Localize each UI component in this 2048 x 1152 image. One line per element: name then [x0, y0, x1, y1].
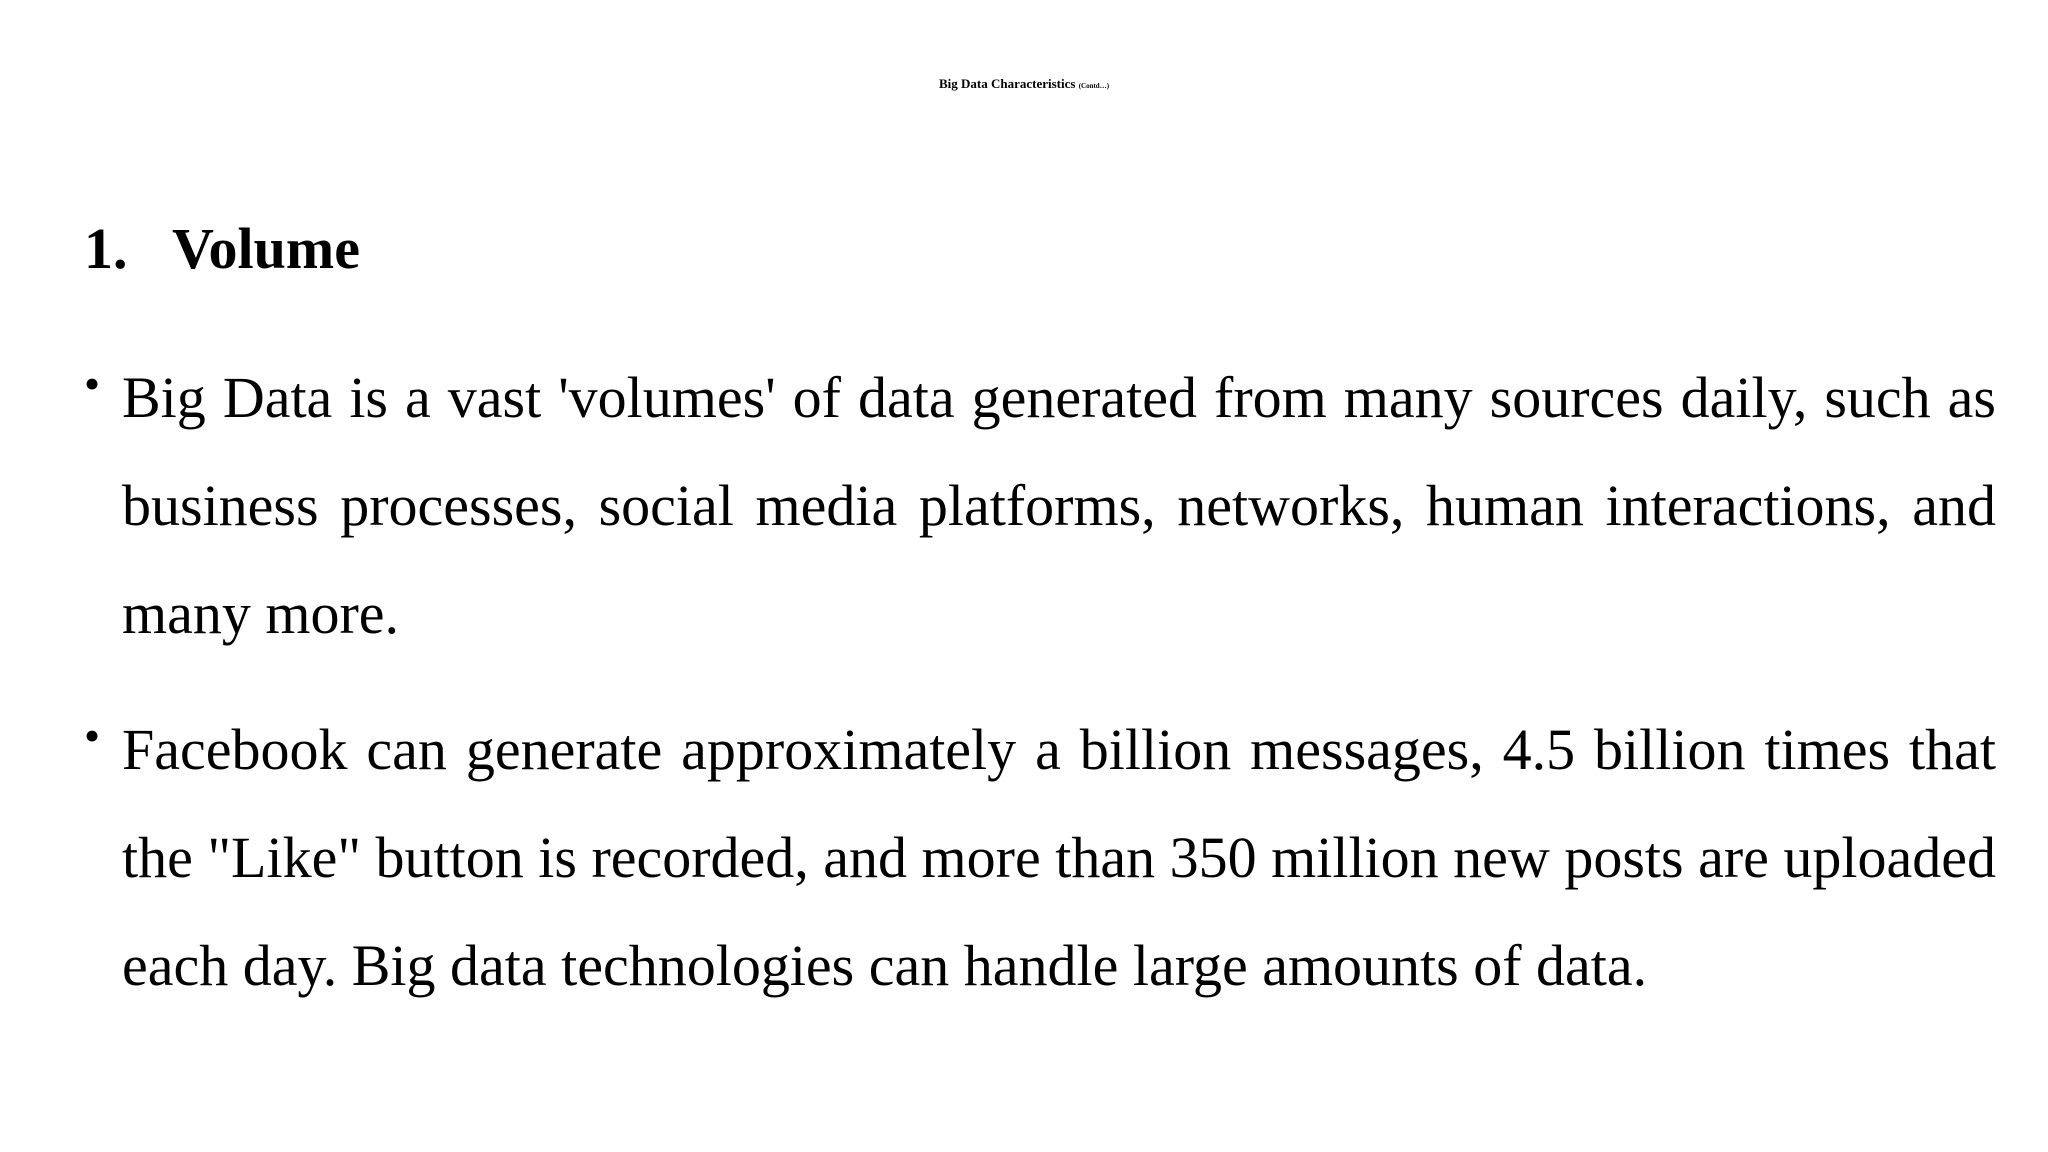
- section-heading-number: 1.: [84, 216, 128, 281]
- bullet-item: [84, 696, 1996, 1020]
- section-heading: [84, 214, 360, 284]
- slide-title-suffix: (Contd…): [1078, 82, 1110, 90]
- bullet-dot-icon: •: [84, 358, 101, 409]
- bullet-text: Facebook can generate approximately a billion messages, 4.5 billion times that the "Like" button is recorded, and more than 350 million new posts are uploaded each day. Big data technologies can handle large amounts of data.: [122, 717, 1996, 998]
- bullet-item: [84, 344, 1996, 668]
- bullet-dot-icon: •: [84, 710, 101, 761]
- slide-title: [0, 74, 2048, 96]
- slide-title-text: Big Data Characteristics: [938, 76, 1076, 91]
- bullet-text: Big Data is a vast 'volumes' of data generated from many sources daily, such as business processes, social media platforms, networks, human interactions, and many more.: [122, 365, 1996, 646]
- bullet-list: [84, 344, 1996, 1048]
- section-heading-label: Volume: [172, 216, 360, 281]
